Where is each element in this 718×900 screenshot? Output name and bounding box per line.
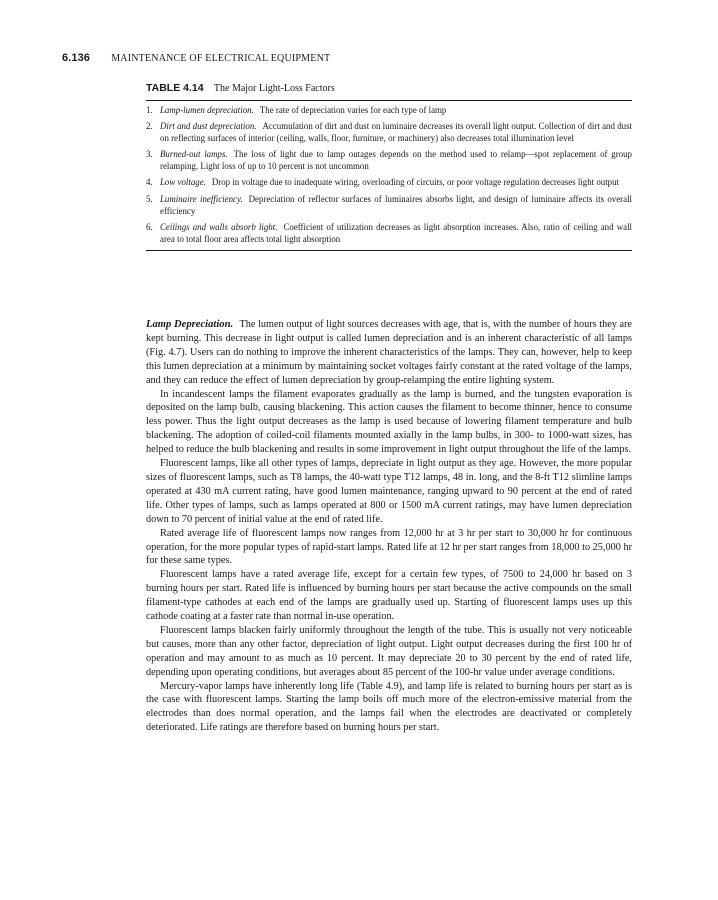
paragraph: Rated average life of fluorescent lamps now ranges from 12,000 hr at 3 hr per start to 30,000 hr for continuous operation, for the more popular types of rapid-start lamps. Rated life at 12 hr per start ranges from 18,000 to 25,000 hr for these same types. bbox=[146, 527, 632, 567]
factor-term: Low voltage. bbox=[160, 177, 206, 188]
factor-text: Accumulation of dirt and dust on luminaire decreases its overall light output. Collection of dirt and dust on reflecting surfaces of interior (ceiling, walls, floor, furniture, or machinery) also decreases total illumination level bbox=[160, 121, 632, 144]
light-loss-table bbox=[146, 82, 632, 251]
factor-text: Depreciation of reflector surfaces of luminaires absorbs light, and design of luminaire affects its overall efficiency bbox=[160, 193, 633, 216]
factor-text: The loss of light due to lamp outages depends on the method used to relamp—spot replacement of group relamping. Light loss of up to 10 percent is not uncommon bbox=[160, 149, 632, 172]
factor-item: 5. Luminaire inefficiency. Depreciation of reflector surfaces of luminaires absorbs light, and design of luminaire affects its overall efficiency bbox=[146, 193, 633, 216]
factor-term: Lamp-lumen depreciation. bbox=[160, 105, 254, 115]
factor-text: The rate of depreciation varies for each type of lamp bbox=[259, 105, 447, 115]
table-label: TABLE 4.14 bbox=[146, 82, 204, 94]
page-header bbox=[62, 52, 330, 64]
running-head: MAINTENANCE OF ELECTRICAL EQUIPMENT bbox=[111, 53, 331, 64]
body-text bbox=[146, 318, 632, 735]
factor-item: 3. Burned-out lamps. The loss of light due to lamp outages depends on the method used to relamp—spot replacement of group relamping. Light loss of up to 10 percent is not uncommon bbox=[146, 149, 632, 172]
factor-item: 4. Low voltage. Drop in voltage due to inadequate wiring, overloading of circuits, or poor voltage regulation decreases light output bbox=[146, 177, 620, 188]
page-number: 6.136 bbox=[62, 52, 91, 64]
factor-term: Dirt and dust depreciation. bbox=[160, 121, 257, 132]
factor-list bbox=[146, 101, 632, 245]
factor-term: Burned-out lamps. bbox=[160, 149, 228, 160]
factor-text: Drop in voltage due to inadequate wiring, overloading of circuits, or poor voltage regulation decreases light output bbox=[211, 177, 620, 188]
paragraph: Fluorescent lamps, like all other types of lamps, depreciate in light output as they age. However, the more popular sizes of fluorescent lamps, such as T8 lamps, the 40-watt type T12 lamps, 48 in. long, and the 8-ft T12 slimline lamps operated at 430 mA current rating, have good lumen maintenance, ranging upward to 90 percent at the end of rated life. Other types of lamps, such as lamps operated at 800 or 1500 mA current ratings, may have lumen depreciation down to 70 percent of initial value at the end of rated life. bbox=[146, 458, 632, 525]
paragraph: In incandescent lamps the filament evaporates gradually as the lamp is burned, and the tungsten evaporation is deposited on the lamp bulb, causing blackening. This action causes the filament to become thinner, hence to consume less power. Thus the light output decreases as the lamp is used because of lowering filament temperature and bulb blackening. The adoption of coiled-coil filaments mounted axially in the lamp bulbs, in 300- to 1000-watt sizes, has helped to reduce the bulb blackening and results in some improvement in light output throughout the life of the lamps. bbox=[146, 388, 632, 456]
factor-item: 2. Dirt and dust depreciation. Accumulation of dirt and dust on luminaire decreases its overall light output. Collection of dirt and dust on reflecting surfaces of interior (ceiling, walls, floor, furniture, or machinery) also decreases total illumination level bbox=[146, 121, 632, 144]
paragraph: Fluorescent lamps have a rated average life, except for a certain few types, of 7500 to 24,000 hr based on 3 burning hours per start. Rated life is influenced by burning hours per start because the active compounds on the small filament-type cathodes at each end of the lamps are gradually used up. Starting of fluorescent lamps uses up this cathode coating at a faster rate than normal in-use operation. bbox=[146, 569, 632, 623]
table-title: The Major Light-Loss Factors bbox=[213, 83, 335, 94]
paragraph: Fluorescent lamps blacken fairly uniformly throughout the length of the tube. This is usually not very noticeable but causes, more than any other factor, depreciation of light output. Light output decreases during the first 100 hr of operation and may amount to as much as 10 percent. It may depreciate 20 to 30 percent by the end of rated life, depending upon operating conditions, but averages about 85 percent of the 100-hr value under average conditions. bbox=[146, 624, 632, 678]
paragraph: Lamp Depreciation. The lumen output of light sources decreases with age, that is, with the number of hours they are kept burning. This decrease in light output is called lumen depreciation and is an inherent characteristic of all lamps (Fig. 4.7). Users can do nothing to improve the inherent characteristics of the lamps. They can, however, help to keep this lumen depreciation at a minimum by maintaining socket voltages fairly constant at the rated voltage of the lamps, and they can reduce the effect of lumen depreciation by group-relamping the entire lighting system. bbox=[146, 319, 632, 386]
factor-text: Coefficient of utilization decreases as light absorption increases. Also, ratio of ceiling and wall area to total floor area affects total light absorption bbox=[160, 221, 632, 244]
table-bottom-rule bbox=[146, 250, 632, 251]
table-caption bbox=[146, 82, 632, 100]
factor-item: 6. Ceilings and walls absorb light. Coefficient of utilization decreases as light absorption increases. Also, ratio of ceiling and wall area to total floor area affects total light absorption bbox=[146, 221, 632, 244]
factor-item: 1. Lamp-lumen depreciation. The rate of depreciation varies for each type of lamp bbox=[146, 105, 447, 115]
paragraph: Mercury-vapor lamps have inherently long life (Table 4.9), and lamp life is related to burning hours per start as is the case with fluorescent lamps. Starting the lamp boils off much more of the electron-emissive material from the electrodes than does normal operation, and the lamps fail when the electrodes are deactivated or completely deteriorated. Life ratings are therefore based on burning hours per start. bbox=[146, 680, 632, 734]
factor-term: Luminaire inefficiency. bbox=[160, 193, 243, 204]
section-heading: Lamp Depreciation. bbox=[146, 319, 234, 330]
factor-term: Ceilings and walls absorb light. bbox=[160, 221, 278, 232]
